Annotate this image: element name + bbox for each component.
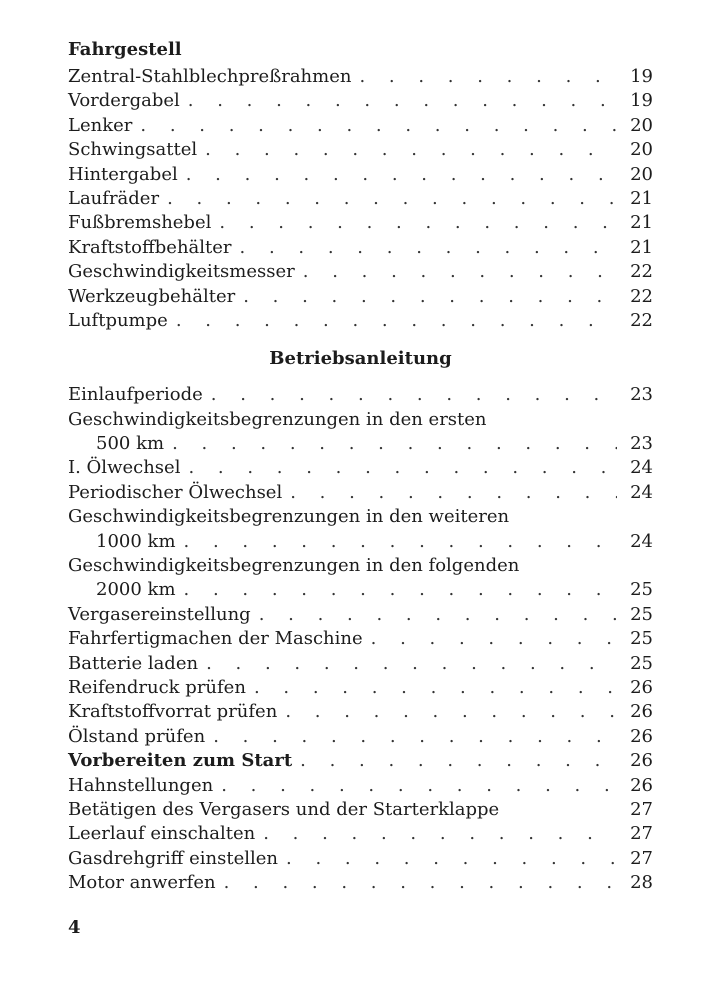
toc-entry <box>68 383 653 407</box>
toc-entry-label: Fußbremshebel <box>68 212 212 234</box>
toc-page-number: 28 <box>630 872 653 894</box>
toc-entry-label: Periodischer Ölwechsel <box>68 481 283 503</box>
toc-page-number: 23 <box>630 384 653 406</box>
toc-page-number: 26 <box>630 725 653 747</box>
toc-entry-line <box>68 774 653 798</box>
dot-leader <box>286 847 617 871</box>
dot-leader <box>205 138 617 162</box>
toc-page-number: 21 <box>630 236 653 258</box>
toc-entry <box>68 847 653 871</box>
toc-entry-line <box>68 163 653 187</box>
toc-entry-label: Fahrfertigmachen der Maschine <box>68 628 363 650</box>
toc-entry-label: 2000 km <box>96 579 176 601</box>
section-title-fahrgestell: Fahrgestell <box>68 39 182 60</box>
toc-entry <box>68 505 653 554</box>
toc-entry <box>68 408 653 457</box>
toc-entry-label: Ölstand prüfen <box>68 725 206 747</box>
toc-entry-label: Luftpumpe <box>68 309 168 331</box>
toc-page-number: 22 <box>630 261 653 283</box>
dot-leader <box>263 822 617 846</box>
toc-entry <box>68 456 653 480</box>
toc-entry-label: Schwingsattel <box>68 139 198 161</box>
toc-entry <box>68 481 653 505</box>
toc-page-number: 22 <box>630 285 653 307</box>
toc-entry-label: Geschwindigkeitsbegrenzungen in den folgenden <box>68 555 520 577</box>
toc-entry-label: Betätigen des Vergasers und der Starterklappe <box>68 798 500 820</box>
toc-page-number: 24 <box>630 457 653 479</box>
toc-list-fahrgestell <box>68 65 653 333</box>
dot-leader <box>167 187 617 211</box>
dot-leader <box>290 481 617 505</box>
toc-entry <box>68 114 653 138</box>
toc-entry-line <box>68 138 653 162</box>
toc-page-number: 22 <box>630 309 653 331</box>
toc-page-number: 20 <box>630 139 653 161</box>
toc-entry-line <box>68 505 653 529</box>
toc-entry-line <box>68 408 653 432</box>
dot-leader <box>259 603 617 627</box>
toc-entry-line <box>68 89 653 113</box>
toc-entry-label: Zentral-Stahlblechpreßrahmen <box>68 66 352 87</box>
toc-entry <box>68 774 653 798</box>
toc-entry-label: Reifendruck prüfen <box>68 676 246 698</box>
toc-entry <box>68 798 653 822</box>
toc-page-number: 24 <box>630 530 653 552</box>
toc-page-number: 21 <box>630 187 653 209</box>
dot-leader <box>172 432 617 456</box>
toc-page-number: 25 <box>630 603 653 625</box>
toc-entry-line <box>68 211 653 235</box>
toc-entry-label: Lenker <box>68 114 133 136</box>
toc-entry-line <box>68 65 653 89</box>
toc-entry-label: Vordergabel <box>68 90 180 112</box>
toc-entry-label: Geschwindigkeitsbegrenzungen in den weiteren <box>68 506 510 528</box>
toc-entry-line <box>68 456 653 480</box>
toc-entry <box>68 309 653 333</box>
toc-entry-line <box>68 652 653 676</box>
toc-entry <box>68 871 653 895</box>
toc-entry-label: Einlaufperiode <box>68 384 203 406</box>
toc-page-number: 26 <box>630 676 653 698</box>
toc-entry-label: Kraftstoffvorrat prüfen <box>68 701 278 723</box>
toc-entry-label: Motor anwerfen <box>68 872 216 894</box>
toc-page-number: 27 <box>630 847 653 869</box>
toc-page-number: 19 <box>630 66 653 87</box>
toc-entry <box>68 725 653 749</box>
toc-entry-line <box>68 236 653 260</box>
toc-entry-line <box>68 676 653 700</box>
toc-entry-line <box>68 481 653 505</box>
toc-entry <box>68 236 653 260</box>
toc-entry-label: Vergasereinstellung <box>68 603 251 625</box>
toc-page-number: 27 <box>630 823 653 845</box>
toc-entry <box>68 163 653 187</box>
toc-entry-line <box>68 309 653 333</box>
dot-leader <box>285 700 617 724</box>
toc-page-number: 23 <box>630 433 653 455</box>
dot-leader <box>184 530 617 554</box>
toc-entry-line <box>68 603 653 627</box>
toc-entry-line <box>68 530 653 554</box>
toc-entry-line <box>68 871 653 895</box>
toc-entry-label: Batterie laden <box>68 652 199 674</box>
toc-entry-line <box>68 822 653 846</box>
dot-leader <box>243 285 617 309</box>
toc-page-number: 24 <box>630 481 653 503</box>
toc-page-number: 25 <box>630 579 653 601</box>
toc-entry <box>68 554 653 603</box>
toc-entry <box>68 700 653 724</box>
dot-leader <box>186 163 617 187</box>
toc-entry <box>68 138 653 162</box>
toc-page-number: 26 <box>630 750 653 772</box>
toc-entry-label: 1000 km <box>96 530 176 552</box>
dot-leader <box>211 383 617 407</box>
toc-entry-line <box>68 627 653 651</box>
toc-entry-label: I. Ölwechsel <box>68 457 181 479</box>
toc-entry-line <box>68 798 653 822</box>
toc-entry <box>68 65 653 89</box>
toc-entry-line <box>68 578 653 602</box>
dot-leader <box>371 627 617 651</box>
toc-entry-line <box>68 432 653 456</box>
toc-page-number: 25 <box>630 628 653 650</box>
toc-entry-line <box>68 285 653 309</box>
section-title-betriebsanleitung: Betriebsanleitung <box>269 348 452 370</box>
toc-entry-line <box>68 554 653 578</box>
toc-page-number: 21 <box>630 212 653 234</box>
dot-leader <box>184 578 617 602</box>
dot-leader <box>300 749 617 773</box>
toc-entry-line <box>68 700 653 724</box>
toc-entry <box>68 285 653 309</box>
toc-entry-label: Hintergabel <box>68 163 178 185</box>
toc-entry-line <box>68 847 653 871</box>
toc-entry-label: 500 km <box>96 433 165 455</box>
dot-leader <box>359 65 617 89</box>
toc-entry <box>68 822 653 846</box>
dot-leader <box>254 676 617 700</box>
toc-page-number: 20 <box>630 163 653 185</box>
toc-page-number: 19 <box>630 90 653 112</box>
toc-list-betriebsanleitung <box>68 383 653 895</box>
toc-page-number: 25 <box>630 652 653 674</box>
dot-leader <box>188 456 617 480</box>
toc-entry <box>68 211 653 235</box>
toc-entry <box>68 652 653 676</box>
toc-entry-label: Gasdrehgriff einstellen <box>68 847 278 869</box>
toc-page-number: 27 <box>630 798 653 820</box>
dot-leader <box>221 774 617 798</box>
dot-leader <box>240 236 617 260</box>
toc-page-number: 26 <box>630 701 653 723</box>
dot-leader <box>219 211 617 235</box>
toc-entry <box>68 749 653 773</box>
dot-leader <box>213 725 617 749</box>
toc-entry-label: Leerlauf einschalten <box>68 823 256 845</box>
toc-entry-label: Kraftstoffbehälter <box>68 236 232 258</box>
toc-page-number: 20 <box>630 114 653 136</box>
dot-leader <box>176 309 617 333</box>
toc-entry-line <box>68 725 653 749</box>
toc-page <box>68 38 653 896</box>
toc-entry <box>68 187 653 211</box>
toc-entry <box>68 603 653 627</box>
dot-leader <box>303 260 617 284</box>
toc-entry-line <box>68 114 653 138</box>
toc-entry <box>68 676 653 700</box>
toc-entry-label: Hahnstellungen <box>68 774 214 796</box>
toc-entry-line <box>68 749 653 773</box>
dot-leader <box>140 114 617 138</box>
toc-entry <box>68 627 653 651</box>
toc-entry-label: Geschwindigkeitsbegrenzungen in den ersten <box>68 408 487 430</box>
toc-entry-label: Laufräder <box>68 187 160 209</box>
page-number: 4 <box>68 917 81 938</box>
dot-leader <box>188 89 617 113</box>
toc-page-number: 26 <box>630 774 653 796</box>
toc-entry-line <box>68 187 653 211</box>
toc-entry-label: Werkzeugbehälter <box>68 285 236 307</box>
toc-entry <box>68 89 653 113</box>
dot-leader <box>224 871 617 895</box>
toc-entry <box>68 260 653 284</box>
toc-entry-line <box>68 260 653 284</box>
toc-entry-label: Geschwindigkeitsmesser <box>68 261 295 283</box>
toc-entry-label: Vorbereiten zum Start <box>68 750 293 772</box>
dot-leader <box>206 652 617 676</box>
toc-entry-line <box>68 383 653 407</box>
